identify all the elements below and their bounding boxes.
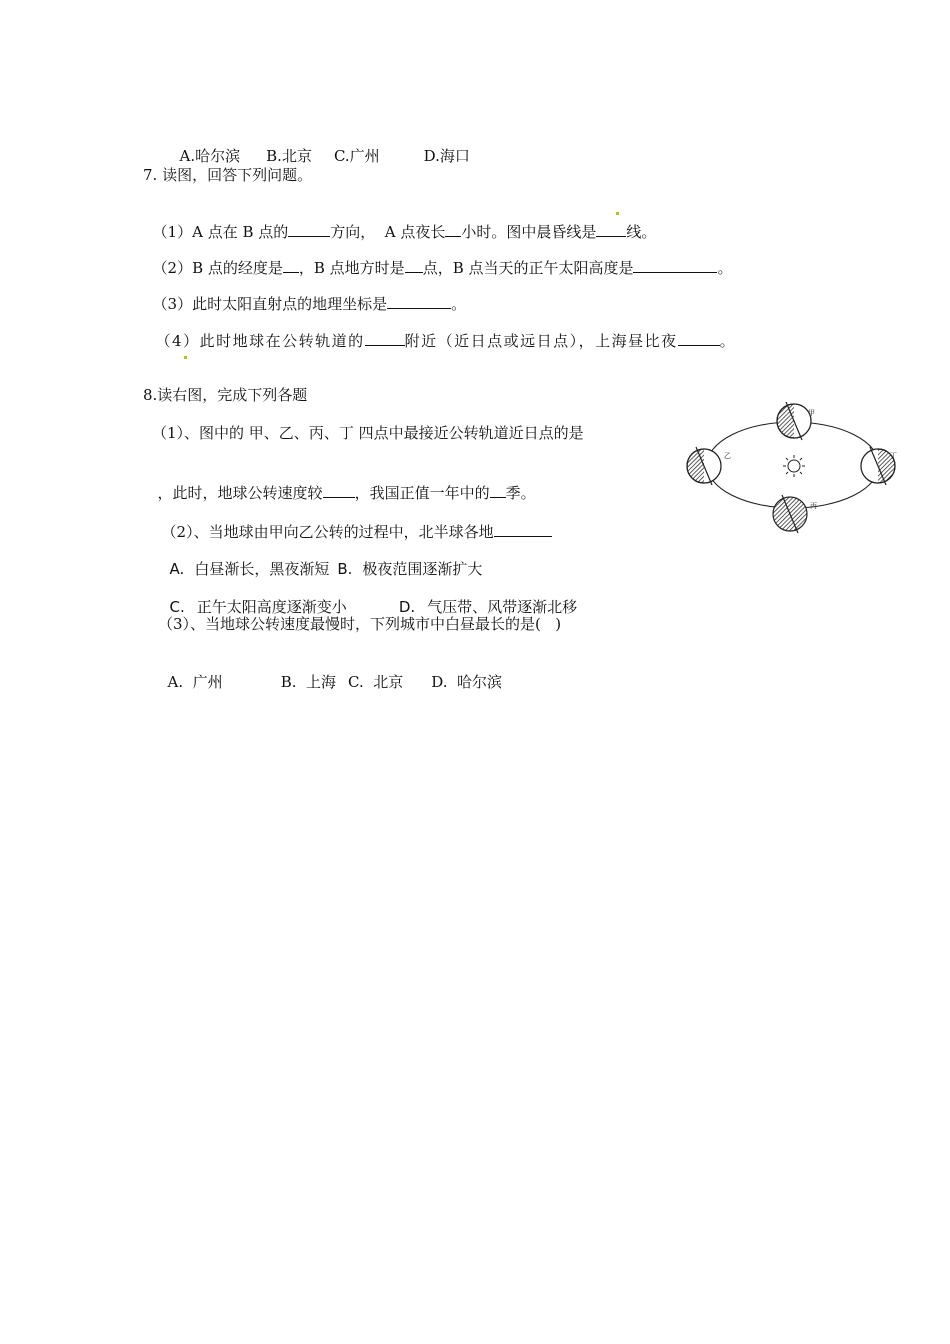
q7-title: 7. 读图，回答下列问题。 (143, 166, 313, 184)
q8-part2-options-ab (160, 539, 482, 579)
q7-p4-text-a: （4）此时地球在公转轨道的 (155, 332, 365, 350)
q8-part2-options-cd (160, 577, 577, 617)
q7-p2-text-a: （2）B 点的经度是 (152, 259, 283, 277)
q7-p1-text-d: 线。 (626, 223, 657, 241)
q6-option-b: B.北京 (266, 147, 312, 165)
stray-mark (616, 212, 619, 215)
q7-p2-text-d: 。 (717, 259, 733, 277)
q7-p1-text-a: （1）A 点在 B 点的 (152, 223, 289, 241)
q6-option-c: C.广州 (333, 147, 380, 165)
q8-part1-line2 (148, 462, 536, 503)
city-option-d: D. 哈尔滨 (431, 673, 503, 691)
q6-option-d: D.海口 (423, 147, 470, 165)
earth-bing (773, 495, 807, 533)
blank (387, 293, 451, 309)
city-option-b: B. 上海 (280, 673, 337, 691)
blank (678, 330, 720, 346)
q8-p1-text-a: ，此时，地球公转速度较 (157, 484, 323, 502)
city-option-c: C. 北京 (348, 673, 404, 691)
blank (365, 330, 405, 346)
earth-orbit-diagram (682, 400, 904, 536)
label-ding: 丁 (890, 452, 897, 460)
q8-title: 8.读右图，完成下列各题 (143, 386, 308, 404)
earth-yi (687, 447, 721, 485)
stray-mark (184, 356, 187, 359)
option-b-text: 极夜范围逐渐扩大 (362, 560, 483, 578)
city-option-a: A. 广州 (167, 673, 223, 691)
label-jia: 甲 (808, 409, 815, 417)
option-a-letter: A. (169, 560, 185, 578)
blank (490, 482, 506, 498)
q8-p1-text-c: 季。 (505, 484, 536, 502)
q7-p2-text-c: 点，B 点当天的正午太阳高度是 (422, 259, 634, 277)
q7-part1 (143, 201, 656, 242)
option-d-letter: D. (398, 598, 416, 616)
sun-icon (783, 455, 805, 477)
q7-part3 (143, 273, 466, 314)
option-a-text: 白昼渐长，黑夜渐短 (194, 560, 330, 578)
option-c-letter: C. (169, 598, 185, 616)
q7-p4-text-c: 。 (719, 332, 737, 350)
q7-p1-text-c: 小时。图中晨昏线是 (461, 223, 597, 241)
option-c-text: 正午太阳高度逐渐变小 (196, 598, 347, 616)
q8-p2-text: （2）、当地球由甲向乙公转的过程中，北半球各地 (161, 523, 494, 541)
label-yi: 乙 (724, 452, 731, 460)
q7-part4 (143, 310, 736, 351)
earth-jia (777, 402, 811, 440)
q7-p2-text-b: ，B 点地方时是 (298, 259, 405, 277)
q8-part1-line1: （1）、图中的 甲、乙、丙、丁 四点中最接近公转轨道近日点的是 (152, 424, 584, 442)
option-b-letter: B. (337, 560, 353, 578)
q7-part2 (143, 237, 733, 278)
q7-p1-text-b: 方向， A 点夜长 (330, 223, 446, 241)
q6-option-a: A.哈尔滨 (179, 147, 241, 165)
blank (633, 257, 717, 273)
blank (323, 482, 355, 498)
q7-p3-text-b: 。 (451, 295, 467, 313)
blank (405, 257, 423, 273)
blank (596, 221, 626, 237)
blank (283, 257, 299, 273)
q8-part3: （3）、当地球公转速度最慢时，下列城市中白昼最长的是( ) (158, 615, 562, 633)
q8-p1-text-b: ，我国正值一年中的 (354, 484, 490, 502)
blank (288, 221, 330, 237)
option-d-text: 气压带、风带逐渐北移 (427, 598, 578, 616)
q7-p4-text-b: 附近（近日点或远日点），上海昼比夜 (404, 332, 678, 350)
blank (494, 521, 552, 537)
label-bing: 丙 (810, 502, 817, 510)
q8-part2 (152, 501, 552, 542)
q6-options (170, 126, 470, 166)
q8-part3-options (158, 652, 502, 692)
blank (445, 221, 461, 237)
q7-p3-text-a: （3）此时太阳直射点的地理坐标是 (152, 295, 388, 313)
